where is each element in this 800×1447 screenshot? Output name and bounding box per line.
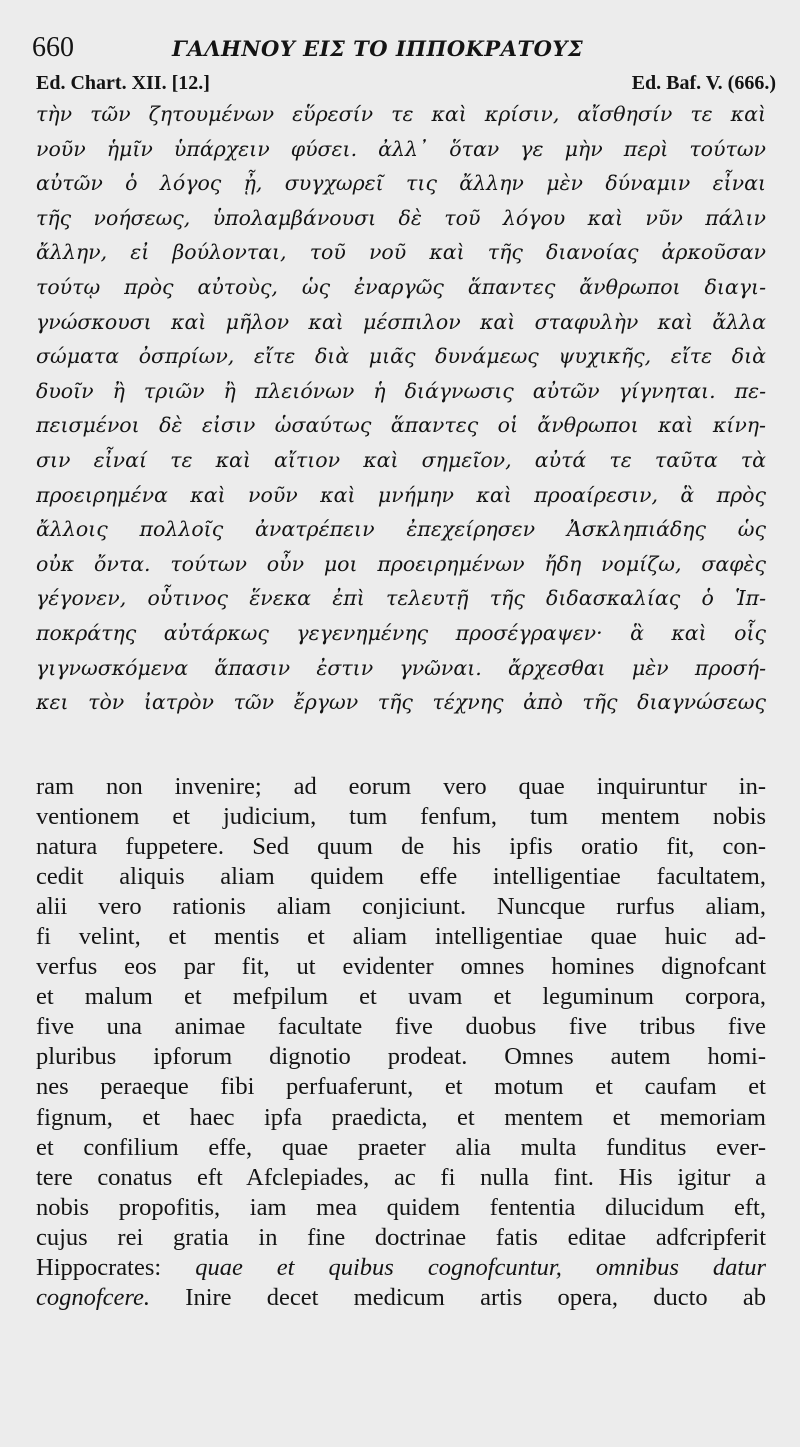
latin-line: et confilium effe, quae praeter alia multa funditus ever- [36, 1133, 766, 1161]
greek-line: γιγνωσκόμενα ἅπασιν ἐστιν γνῶναι. ἄρχεσθαι μὲν προσή- [36, 655, 766, 680]
greek-line: πεισμένοι δὲ εἰσιν ὡσαύτως ἅπαντες οἱ ἄνθρωποι καὶ κίνη- [36, 413, 766, 438]
latin-line [36, 1283, 766, 1313]
greek-line: γνώσκουσι καὶ μῆλον καὶ μέσπιλον καὶ σταφυλὴν καὶ ἄλλα [36, 309, 766, 334]
latin-line [36, 1253, 766, 1283]
latin-line: alii vero rationis aliam conjiciunt. Nuncque rurfus aliam, [36, 893, 766, 921]
edition-chartier: Ed. Chart. XII. [12.] [36, 72, 210, 94]
greek-line: ἄλλοις πολλοῖς ἀνατρέπειν ἐπεχείρησεν Ἀσκληπιάδης ὡς [36, 517, 766, 542]
latin-line: nes peraeque fibi perfuaferunt, et motum et caufam et [36, 1073, 766, 1101]
latin-text-block [36, 772, 766, 1313]
greek-line: σιν εἶναί τε καὶ αἴτιον καὶ σημεῖον, αὐτά τε ταῦτα τὰ [36, 447, 766, 472]
latin-line: fignum, et haec ipfa praedicta, et mentem et memoriam [36, 1103, 766, 1131]
latin-line: ventionem et judicium, tum fenfum, tum mentem nobis [36, 803, 766, 831]
latin-line: nobis propofitis, iam mea quidem fententia dilucidum eft, [36, 1193, 766, 1221]
edition-basel: Ed. Baf. V. (666.) [631, 72, 776, 94]
latin-line: cedit aliquis aliam quidem effe intelligentiae facultatem, [36, 863, 766, 891]
latin-line: five una animae facultate five duobus five tribus five [36, 1013, 766, 1041]
latin-line: ram non invenire; ad eorum vero quae inquiruntur in- [36, 773, 766, 800]
greek-line: τὴν τῶν ζητουμένων εὕρεσίν τε καὶ κρίσιν, αἴσθησίν τε καὶ [36, 102, 766, 126]
greek-line: δυοῖν ἢ τριῶν ἢ πλειόνων ἡ διάγνωσις αὐτῶν γίγνηται. πε- [36, 378, 766, 403]
latin-line: pluribus ipforum dignotio prodeat. Omnes autem homi- [36, 1043, 766, 1071]
greek-line: ποκράτης αὐτάρκως γεγενημένης προσέγραψεν· ἃ καὶ οἷς [36, 620, 766, 645]
greek-line: σώματα ὀσπρίων, εἴτε διὰ μιᾶς δυνάμεως ψυχικῆς, εἴτε διὰ [36, 344, 766, 369]
greek-line: οὐκ ὄντα. τούτων οὖν μοι προειρημένων ἤδη νομίζω, σαφὲς [36, 551, 766, 576]
greek-text-block [36, 97, 766, 720]
greek-line: τῆς νοήσεως, ὑπολαμβάνουσι δὲ τοῦ λόγου καὶ νῦν πάλιν [36, 205, 766, 230]
latin-plain-text: Inire decet medicum artis opera, ducto ab [185, 1283, 766, 1311]
latin-line: cujus rei gratia in fine doctrinae fatis editae adfcripferit [36, 1223, 766, 1251]
greek-line: αὐτῶν ὁ λόγος ᾖ, συγχωρεῖ τις ἄλλην μὲν δύναμιν εἶναι [36, 171, 766, 196]
greek-line: γέγονεν, οὗτινος ἕνεκα ἐπὶ τελευτῇ τῆς διδασκαλίας ὁ Ἱπ- [36, 586, 766, 611]
greek-line: τούτῳ πρὸς αὐτοὺς, ὡς ἐναργῶς ἅπαντες ἄνθρωποι διαγι- [36, 274, 766, 299]
latin-line: et malum et mefpilum et uvam et leguminum corpora, [36, 983, 766, 1011]
latin-line: verfus eos par fit, ut evidenter omnes homines dignofcant [36, 953, 766, 981]
greek-line: νοῦν ἡμῖν ὑπάρχειν φύσει. ἀλλ᾽ ὅταν γε μὴν περὶ τούτων [36, 136, 766, 161]
latin-line: natura fuppetere. Sed quum de his ipfis oratio fit, con- [36, 833, 766, 861]
latin-italic-quote: quae et quibus cognofcuntur, omnibus datur [195, 1253, 766, 1281]
edition-references [36, 70, 776, 96]
page-number: 660 [32, 32, 74, 63]
latin-line: tere conatus eft Afclepiades, ac fi nulla fint. His igitur a [36, 1163, 766, 1191]
running-title: ΓΑΛΗΝΟΥ ΕΙΣ ΤΟ ΙΠΠΟΚΡΑΤΟΥΣ [172, 36, 584, 61]
greek-line: προειρημένα καὶ νοῦν καὶ μνήμην καὶ προαίρεσιν, ἃ πρὸς [36, 482, 766, 507]
greek-line: κει τὸν ἰατρὸν τῶν ἔργων τῆς τέχνης ἀπὸ τῆς διαγνώσεως [36, 690, 766, 715]
greek-line: ἄλλην, εἰ βούλονται, τοῦ νοῦ καὶ τῆς διανοίας ἀρκοῦσαν [36, 240, 766, 265]
page-header [32, 30, 772, 70]
latin-italic-quote: cognofcere. [36, 1283, 151, 1311]
latin-plain-text: Hippocrates: [36, 1253, 162, 1281]
latin-line: fi velint, et mentis et aliam intelligentiae quae huic ad- [36, 923, 766, 951]
